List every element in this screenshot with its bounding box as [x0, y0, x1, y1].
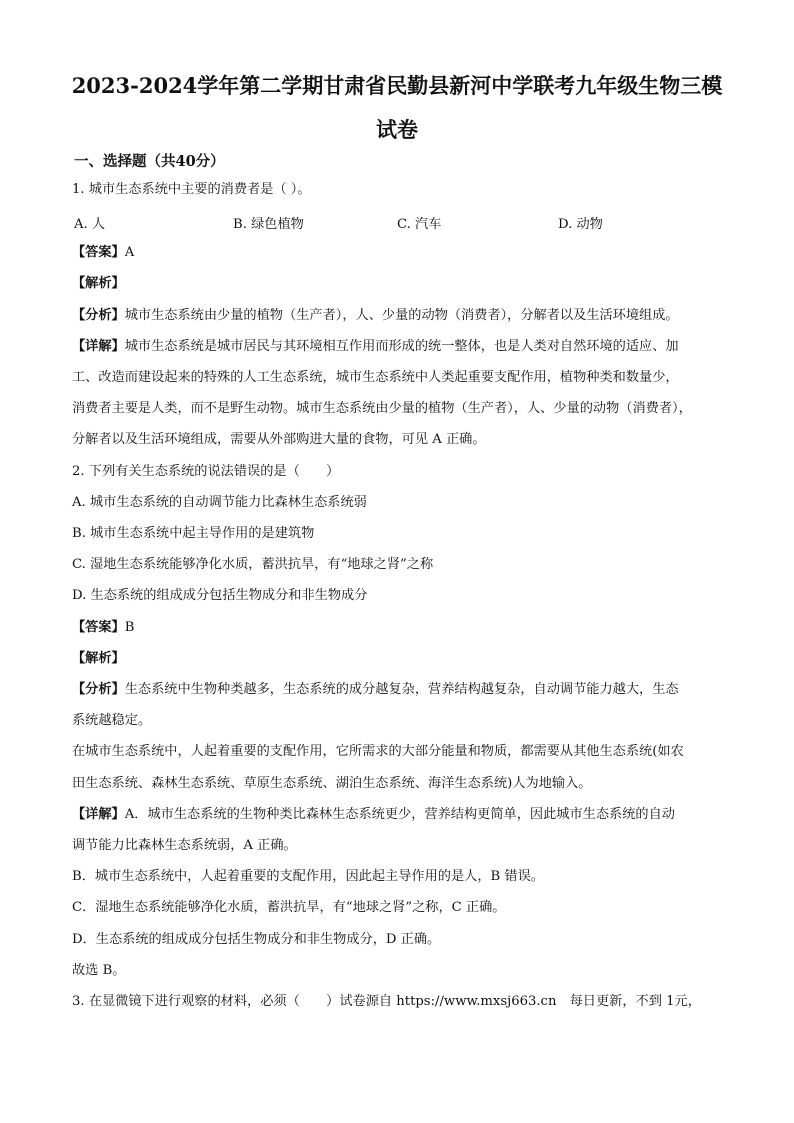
question-1-analysis-tag — [72, 275, 722, 293]
xiangjie-tag: 【详解】 — [72, 339, 125, 354]
answer-tag: 【答案】 — [72, 620, 125, 635]
fenxi-text: 生态系统中生物种类越多，生态系统的成分越复杂，营养结构越复杂，自动调节能力越大，生态 — [124, 682, 679, 697]
answer-tag: 【答案】 — [72, 245, 125, 260]
question-1-xiangjie-line3: 消费者主要是人类，而不是野生动物。城市生态系统由少量的植物（生产者），人、少量的动物（消费者）， — [72, 401, 692, 416]
question-2-analysis-tag — [72, 650, 722, 668]
question-2-fenxi-line4: 田生态系统、森林生态系统、草原生态系统、湖泊生态系统、海洋生态系统)人为地输入。 — [72, 776, 592, 791]
answer-value: B — [124, 620, 135, 635]
question-1-option-d: D. 动物 — [558, 217, 603, 232]
question-2-answer — [72, 619, 722, 637]
question-2-xiangjie-line1 — [72, 806, 722, 824]
question-2-option-d: D. 生态系统的组成成分包括生物成分和非生物成分 — [72, 588, 368, 603]
fenxi-text: 城市生态系统由少量的植物（生产者），人、少量的动物（消费者），分解者以及生活环境组成。 — [124, 308, 679, 323]
question-3-stem: 3. 在显微镜下进行观察的材料，必须（ ）试卷源自 https://www.mxsj663.cn 每日更新，不到 1元， — [72, 994, 701, 1009]
question-2-conclusion: 故选 B。 — [72, 963, 126, 978]
question-2-xiangjie-line5: D．生态系统的组成成分包括生物成分和非生物成分，D 正确。 — [72, 932, 441, 947]
answer-value: A — [124, 245, 135, 260]
document-title-line1: 2023-2024学年第二学期甘肃省民勤县新河中学联考九年级生物三模 — [71, 73, 723, 98]
question-1-fenxi — [72, 307, 722, 325]
xiangjie-text: 城市生态系统是城市居民与其环境相互作用而形成的统一整体，也是人类对自然环境的适应、加 — [124, 339, 679, 354]
xiangjie-tag: 【详解】 — [72, 807, 125, 822]
question-2-fenxi-line3: 在城市生态系统中，人起着重要的支配作用，它所需求的大部分能量和物质，都需要从其他生态系统(如农 — [72, 744, 684, 759]
analysis-tag: 【解析】 — [72, 651, 125, 666]
question-1-xiangjie-line2: 工、改造而建设起来的特殊的人工生态系统，城市生态系统中人类起重要支配作用，植物种类和数量少， — [72, 370, 679, 385]
question-2-stem: 2. 下列有关生态系统的说法错误的是（ ） — [72, 464, 340, 479]
question-1-stem: 1. 城市生态系统中主要的消费者是（ ）。 — [72, 182, 311, 197]
question-2-option-a: A. 城市生态系统的自动调节能力比森林生态系统弱 — [72, 495, 367, 510]
question-2-xiangjie-line3: B．城市生态系统中，人起着重要的支配作用，因此起主导作用的是人，B 错误。 — [72, 869, 544, 884]
question-2-xiangjie-line2: 调节能力比森林生态系统弱，A 正确。 — [72, 838, 297, 853]
xiangjie-text: A．城市生态系统的生物种类比森林生态系统更少，营养结构更简单，因此城市生态系统的自动 — [124, 807, 675, 822]
question-1-xiangjie-line4: 分解者以及生活环境组成，需要从外部购进大量的食物，可见 A 正确。 — [72, 432, 486, 447]
question-2-fenxi-line1 — [72, 681, 722, 699]
fenxi-tag: 【分析】 — [72, 308, 125, 323]
question-2-fenxi-line2: 系统越稳定。 — [72, 713, 152, 728]
question-1-option-c: C. 汽车 — [397, 217, 442, 232]
fenxi-tag: 【分析】 — [72, 682, 125, 697]
question-2-xiangjie-line4: C．湿地生态系统能够净化水质，蓄洪抗旱，有“地球之肾”之称，C 正确。 — [72, 900, 506, 915]
document-title-line2: 试卷 — [376, 117, 418, 142]
analysis-tag: 【解析】 — [72, 276, 125, 291]
question-2-option-b: B. 城市生态系统中起主导作用的是建筑物 — [72, 526, 315, 541]
question-1-xiangjie-line1 — [72, 338, 722, 356]
question-1-answer — [72, 244, 722, 262]
section-heading: 一、选择题（共40分） — [74, 153, 225, 170]
question-2-option-c: C. 湿地生态系统能够净化水质，蓄洪抗旱，有“地球之肾”之称 — [72, 557, 434, 572]
question-1-option-a: A. 人 — [74, 217, 106, 232]
question-1-option-b: B. 绿色植物 — [233, 217, 304, 232]
